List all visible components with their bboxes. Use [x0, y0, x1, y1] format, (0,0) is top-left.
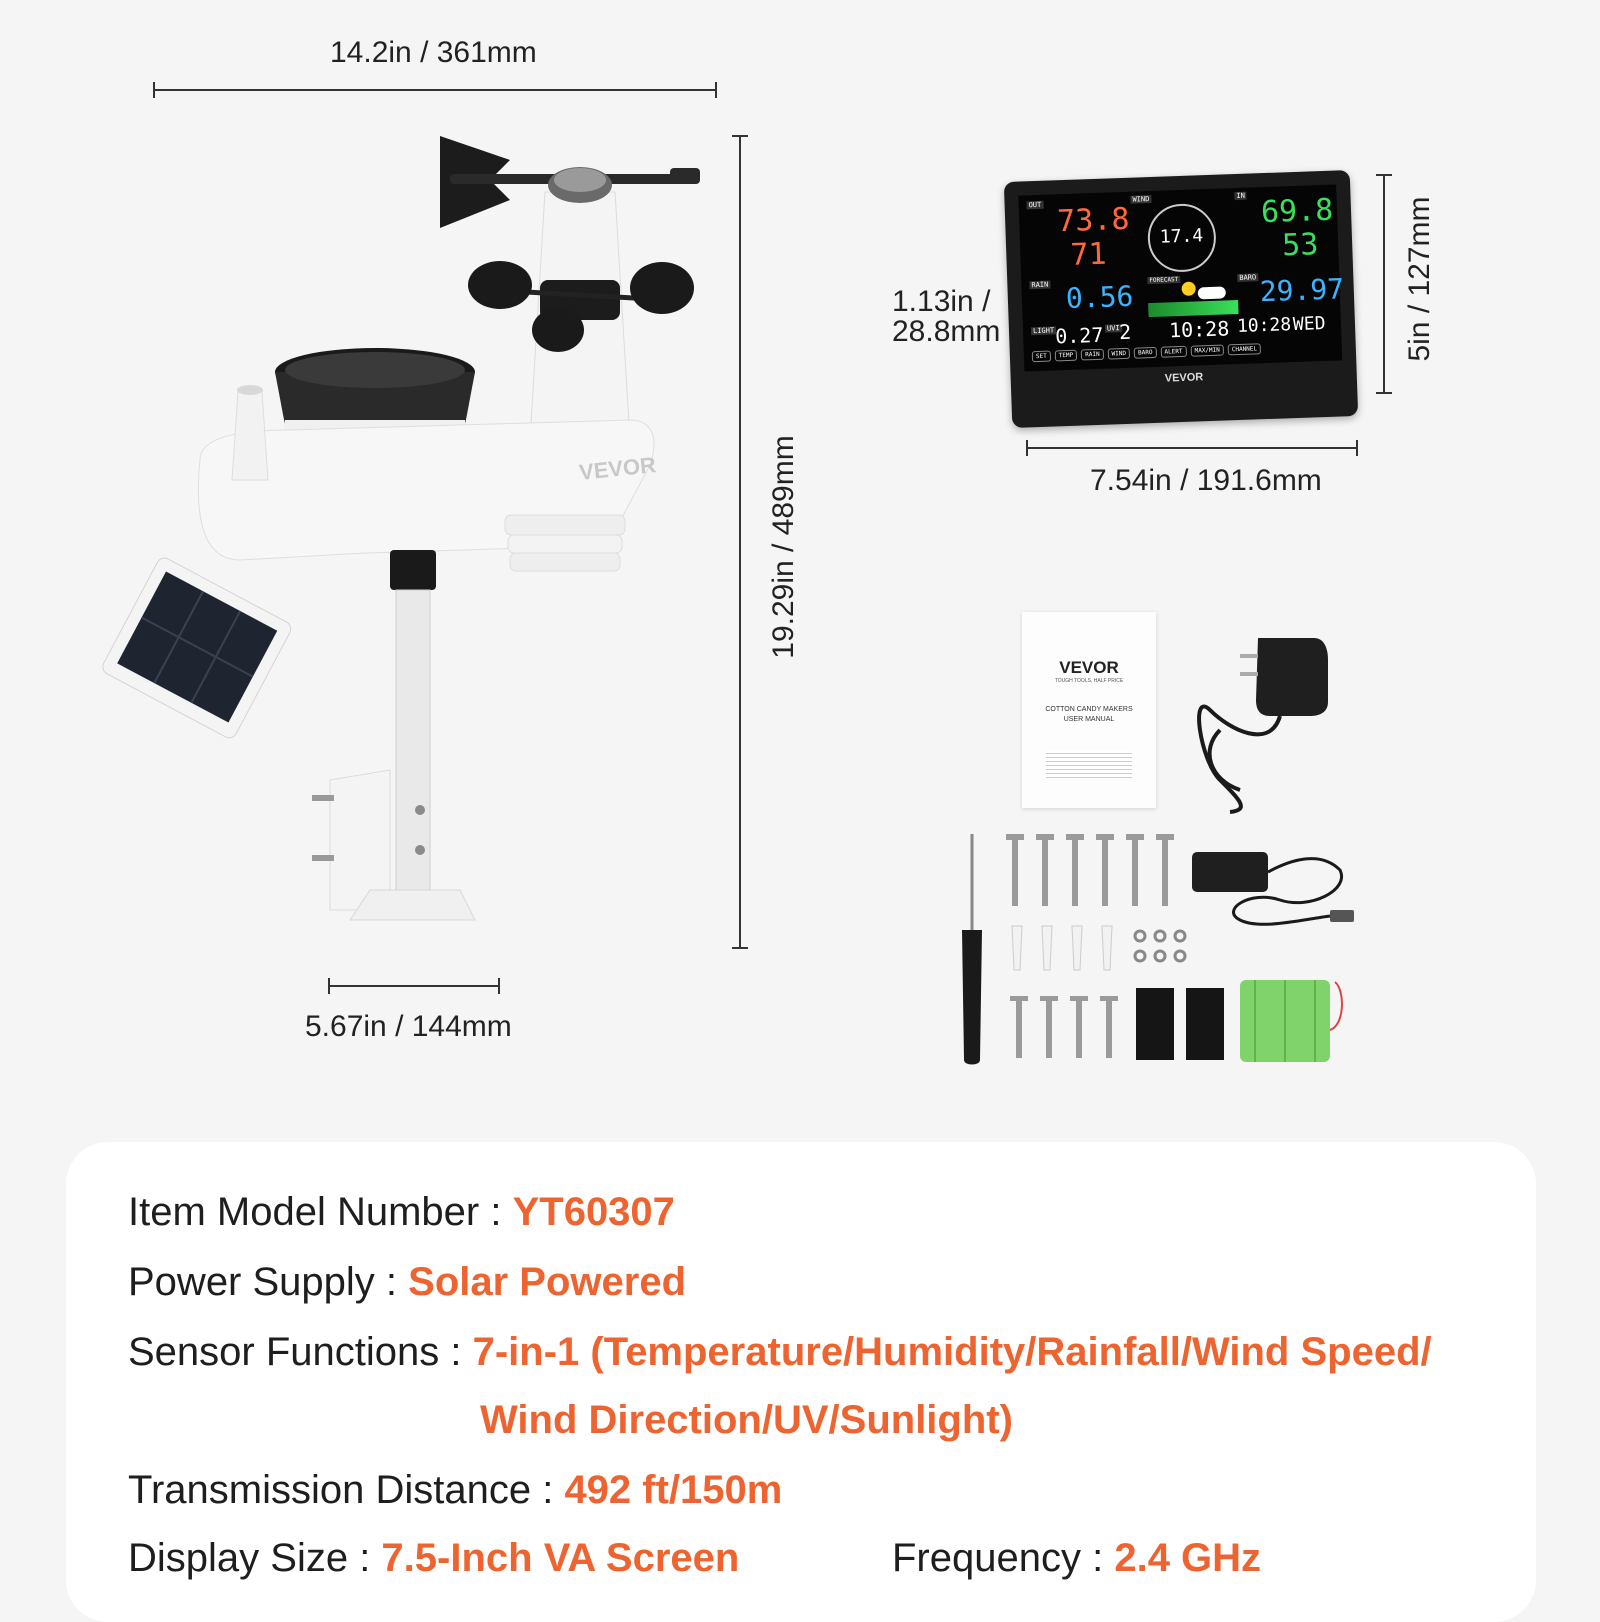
- console-set-button[interactable]: SET: [1032, 351, 1051, 363]
- in-humidity: 53: [1281, 227, 1319, 264]
- rain-value: 0.56: [1065, 279, 1134, 316]
- adhesive-pad-2: [1186, 988, 1224, 1060]
- spec-model: [128, 1190, 675, 1235]
- time-primary: 10:28: [1168, 316, 1230, 343]
- console-depth-label-line1: 1.13in /: [892, 285, 991, 318]
- spec-display-value: 7.5-Inch VA Screen: [381, 1536, 740, 1580]
- display-console: [1004, 170, 1358, 428]
- console-width-label: 7.54in / 191.6mm: [1090, 464, 1322, 497]
- nuts: [1135, 931, 1185, 961]
- uvi-label: UVI: [1106, 324, 1120, 333]
- rain-label: RAIN: [1031, 280, 1049, 290]
- spec-frequency: [892, 1536, 1261, 1581]
- console-width-dimension-line: [1024, 438, 1360, 458]
- pressure-value: 29.97: [1259, 272, 1345, 309]
- base-width-dimension-line: [326, 976, 502, 996]
- out-temperature: 73.8: [1056, 201, 1131, 240]
- time-secondary: 10:28: [1236, 314, 1292, 338]
- manual-title-line1: COTTON CANDY MAKERS: [1045, 706, 1133, 713]
- wall-anchors: [1012, 926, 1112, 970]
- spec-distance: [128, 1468, 782, 1513]
- baro-graph: [1148, 300, 1238, 317]
- usb-power-adapter: [1192, 852, 1354, 924]
- sensor-width-dimension-line: [150, 80, 720, 100]
- spec-power-value: Solar Powered: [408, 1260, 687, 1304]
- manual-brand: VEVOR: [1059, 658, 1119, 677]
- console-height-label: 5in / 127mm: [1403, 196, 1436, 362]
- adhesive-pad-1: [1136, 988, 1174, 1060]
- console-rain-button[interactable]: RAIN: [1081, 349, 1104, 361]
- console-alert-button[interactable]: ALERT: [1160, 346, 1186, 358]
- sensor-width-label: 14.2in / 361mm: [330, 36, 537, 69]
- out-label: OUT: [1028, 200, 1042, 210]
- battery-pack: [1240, 980, 1342, 1062]
- console-channel-button[interactable]: CHANNEL: [1228, 343, 1262, 355]
- mounting-bracket: [312, 770, 475, 920]
- spec-distance-label: Transmission Distance :: [128, 1468, 565, 1512]
- accessories-illustration: [950, 830, 1370, 1066]
- console-height-dimension-line: [1374, 172, 1394, 396]
- spec-power: [128, 1260, 686, 1305]
- in-label: IN: [1236, 191, 1246, 201]
- screwdriver: [962, 834, 982, 1065]
- console-wind-button[interactable]: WIND: [1107, 348, 1130, 360]
- spec-frequency-value: 2.4 GHz: [1114, 1536, 1262, 1580]
- day-label: WED: [1292, 312, 1326, 336]
- manual-tagline: TOUGH TOOLS, HALF PRICE: [1054, 678, 1124, 684]
- sensor-height-label: 19.29in / 489mm: [767, 435, 800, 659]
- short-screws: [1010, 996, 1118, 1058]
- spec-sensor-value-line1: 7-in-1 (Temperature/Humidity/Rainfall/Wind Speed/: [472, 1330, 1432, 1374]
- radiation-shield: [505, 515, 625, 571]
- forecast-label: FORECAST: [1149, 276, 1179, 285]
- spec-model-label: Item Model Number :: [128, 1190, 513, 1234]
- sensor-height-dimension-line: [730, 132, 750, 952]
- uvi-value: 2: [1118, 319, 1132, 345]
- manual-fine-print: [1046, 750, 1132, 778]
- out-humidity: 71: [1069, 236, 1108, 273]
- manual-title-line2: USER MANUAL: [1063, 716, 1115, 723]
- spec-sensor-label: Sensor Functions :: [128, 1330, 473, 1374]
- sensor-brand-text: VEVOR: [577, 452, 658, 485]
- wind-label: WIND: [1132, 195, 1150, 204]
- spec-frequency-label: Frequency :: [892, 1536, 1115, 1580]
- light-value: 0.27: [1054, 322, 1104, 349]
- spec-model-value: YT60307: [512, 1190, 675, 1234]
- solar-panel: [100, 555, 293, 740]
- sun-icon: [1181, 281, 1195, 295]
- in-temperature: 69.8: [1260, 192, 1334, 231]
- light-label: LIGHT: [1032, 326, 1055, 336]
- console-temp-button[interactable]: TEMP: [1055, 350, 1078, 362]
- spec-distance-value: 492 ft/150m: [564, 1468, 783, 1512]
- weather-sensor-illustration: [90, 130, 720, 960]
- cloud-icon: [1198, 286, 1226, 299]
- console-screen: [1018, 185, 1345, 372]
- power-adapter-illustration: [1190, 630, 1340, 816]
- console-maxmin-button[interactable]: MAX/MIN: [1190, 345, 1224, 357]
- spec-sensor-value-line2: Wind Direction/UV/Sunlight): [480, 1398, 1013, 1442]
- spec-display-label: Display Size :: [128, 1536, 382, 1580]
- spec-sensor: [128, 1330, 1432, 1375]
- console-baro-button[interactable]: BARO: [1134, 347, 1157, 359]
- console-brand-text: VEVOR: [1164, 371, 1204, 385]
- wind-speed: 17.4: [1159, 225, 1204, 248]
- user-manual: [1022, 612, 1156, 808]
- base-width-label: 5.67in / 144mm: [305, 1010, 512, 1043]
- console-depth-label-line2: 28.8mm: [892, 315, 1001, 348]
- long-screws: [1006, 834, 1174, 906]
- baro-label: BARO: [1239, 273, 1257, 282]
- spec-display: [128, 1536, 739, 1581]
- spec-power-label: Power Supply :: [128, 1260, 409, 1304]
